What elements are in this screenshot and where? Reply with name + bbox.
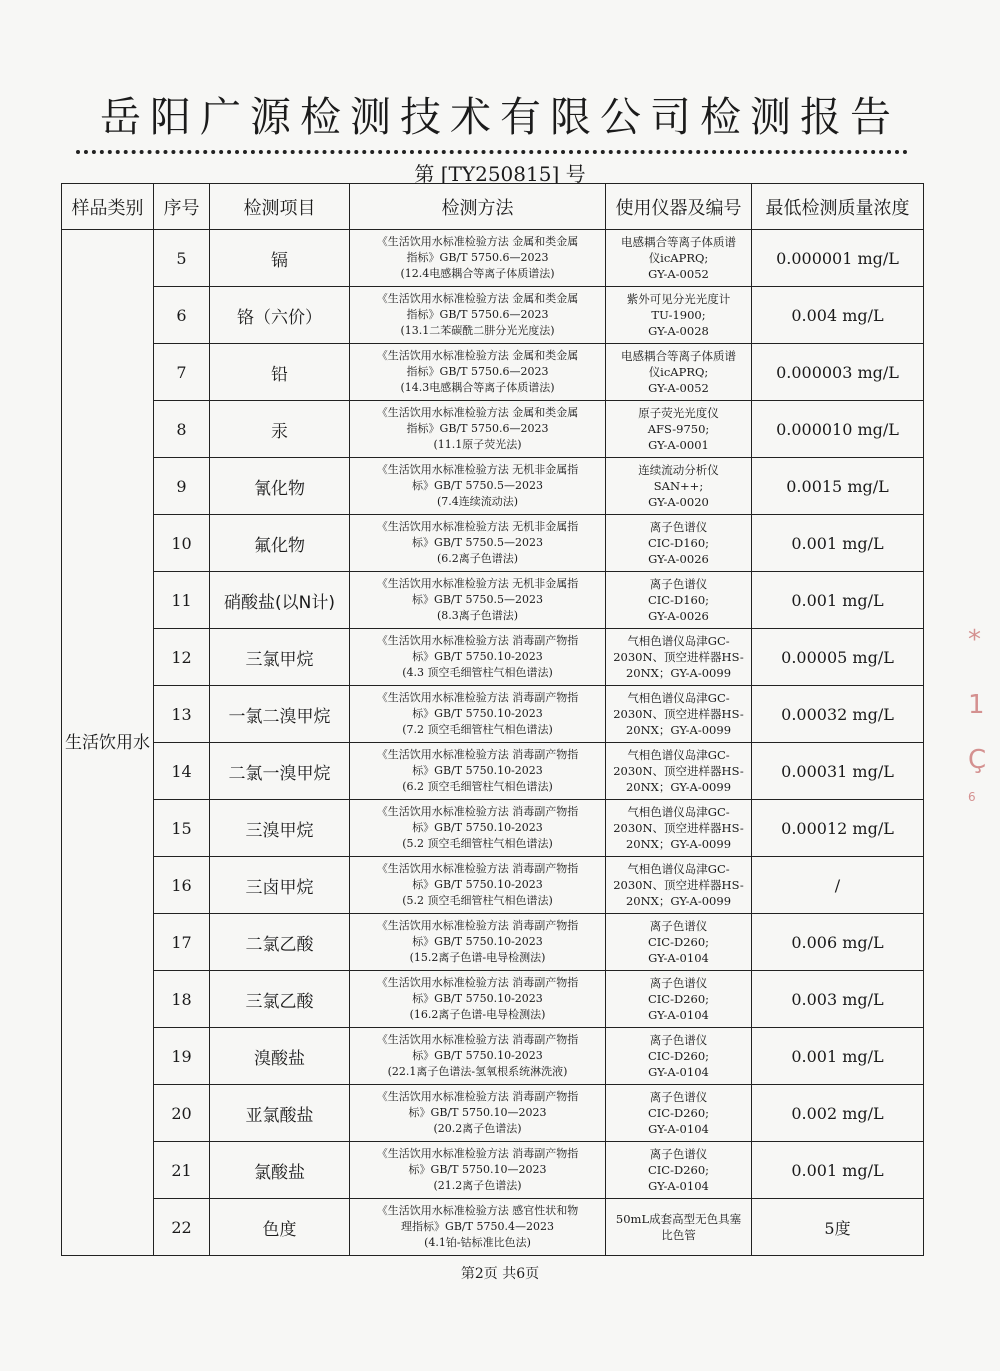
method-line: 标》GB/T 5750.5—2023 <box>412 536 543 549</box>
method-line: 指标》GB/T 5750.6—2023 <box>406 422 549 435</box>
method-line: 指标》GB/T 5750.6—2023 <box>406 365 549 378</box>
seq-cell: 14 <box>154 743 210 800</box>
seq-cell: 5 <box>154 230 210 287</box>
table-header-row <box>62 184 924 230</box>
method-cell <box>350 686 606 743</box>
method-line: 《生活饮用水标准检验方法 消毒副产物指 <box>376 919 579 932</box>
instrument-line: 仪icAPRQ; <box>648 251 709 265</box>
table-row <box>62 287 924 344</box>
method-line: 《生活饮用水标准检验方法 消毒副产物指 <box>376 748 579 761</box>
table-row <box>62 743 924 800</box>
table-row <box>62 686 924 743</box>
seq-cell: 9 <box>154 458 210 515</box>
method-line: 指标》GB/T 5750.6—2023 <box>406 251 549 264</box>
instrument-line: 20NX；GY-A-0099 <box>625 780 732 794</box>
method-cell <box>350 515 606 572</box>
margin-stamp-mark: Ҫ <box>968 745 987 775</box>
instrument-cell <box>606 971 752 1028</box>
method-line: 《生活饮用水标准检验方法 消毒副产物指 <box>376 1033 579 1046</box>
instrument-line: 离子色谱仪 <box>649 1147 708 1161</box>
method-line: 标》GB/T 5750.10-2023 <box>412 821 543 834</box>
limit-cell: 0.00031 mg/L <box>752 743 924 800</box>
item-cell: 三氯乙酸 <box>210 971 350 1028</box>
method-line: 《生活饮用水标准检验方法 无机非金属指 <box>376 520 579 533</box>
instrument-line: 电感耦合等离子体质谱 <box>621 235 736 249</box>
margin-stamp-mark: 1 <box>968 690 985 720</box>
instrument-line: 2030N、顶空进样器HS- <box>613 650 744 664</box>
limit-cell: 0.006 mg/L <box>752 914 924 971</box>
limit-cell: 0.001 mg/L <box>752 1142 924 1199</box>
instrument-cell <box>606 344 752 401</box>
report-title: 岳阳广源检测技术有限公司检测报告 <box>100 93 900 141</box>
method-cell <box>350 287 606 344</box>
limit-cell: 0.000001 mg/L <box>752 230 924 287</box>
item-cell: 三卤甲烷 <box>210 857 350 914</box>
method-line: 标》GB/T 5750.5—2023 <box>412 479 543 492</box>
method-line: (7.4连续流动法) <box>436 495 519 508</box>
instrument-line: 20NX；GY-A-0099 <box>625 894 732 908</box>
instrument-line: GY-A-0104 <box>648 1008 709 1022</box>
instrument-cell <box>606 1085 752 1142</box>
method-line: (5.2 顶空毛细管柱气相色谱法) <box>402 837 553 850</box>
table-row <box>62 914 924 971</box>
item-cell: 二氯一溴甲烷 <box>210 743 350 800</box>
instrument-cell <box>606 743 752 800</box>
method-cell <box>350 629 606 686</box>
instrument-line: 离子色谱仪 <box>649 1033 708 1047</box>
method-line: 《生活饮用水标准检验方法 金属和类金属 <box>376 292 579 305</box>
instrument-cell <box>606 857 752 914</box>
instrument-line: 气相色谱仪岛津GC- <box>627 634 730 648</box>
method-line: (6.2离子色谱法) <box>436 552 519 565</box>
instrument-line: CIC-D260; <box>647 1163 710 1177</box>
instrument-line: 50mL成套高型无色具塞 <box>615 1212 742 1226</box>
item-cell: 二氯乙酸 <box>210 914 350 971</box>
instrument-line: 2030N、顶空进样器HS- <box>613 821 744 835</box>
dotted-divider <box>76 150 908 154</box>
seq-cell: 10 <box>154 515 210 572</box>
instrument-line: 连续流动分析仪 <box>638 463 719 477</box>
instrument-line: 仪icAPRQ; <box>648 365 709 379</box>
limit-cell: 0.000003 mg/L <box>752 344 924 401</box>
method-line: 《生活饮用水标准检验方法 消毒副产物指 <box>376 1090 579 1103</box>
method-line: 《生活饮用水标准检验方法 金属和类金属 <box>376 235 579 248</box>
limit-cell: 0.003 mg/L <box>752 971 924 1028</box>
sample-category-cell: 生活饮用水 <box>62 230 154 1256</box>
seq-cell: 21 <box>154 1142 210 1199</box>
method-cell <box>350 230 606 287</box>
method-line: 标》GB/T 5750.10—2023 <box>408 1163 547 1176</box>
instrument-cell <box>606 686 752 743</box>
limit-cell: 0.0015 mg/L <box>752 458 924 515</box>
instrument-line: CIC-D260; <box>647 992 710 1006</box>
instrument-line: 2030N、顶空进样器HS- <box>613 878 744 892</box>
method-line: 标》GB/T 5750.5—2023 <box>412 593 543 606</box>
instrument-line: 气相色谱仪岛津GC- <box>627 691 730 705</box>
method-line: 《生活饮用水标准检验方法 消毒副产物指 <box>376 634 579 647</box>
seq-cell: 22 <box>154 1199 210 1256</box>
table-row <box>62 515 924 572</box>
seq-cell: 11 <box>154 572 210 629</box>
instrument-line: GY-A-0104 <box>648 1179 709 1193</box>
instrument-cell <box>606 800 752 857</box>
item-cell: 氯酸盐 <box>210 1142 350 1199</box>
limit-cell: 5度 <box>752 1199 924 1256</box>
table-row <box>62 401 924 458</box>
instrument-line: GY-A-0026 <box>648 552 709 566</box>
item-cell: 一氯二溴甲烷 <box>210 686 350 743</box>
instrument-line: CIC-D260; <box>647 935 710 949</box>
method-line: (22.1离子色谱法-氢氧根系统淋洗液) <box>387 1065 568 1078</box>
instrument-line: 离子色谱仪 <box>649 577 708 591</box>
method-line: 标》GB/T 5750.10-2023 <box>412 707 543 720</box>
limit-cell: 0.001 mg/L <box>752 1028 924 1085</box>
instrument-line: 气相色谱仪岛津GC- <box>627 805 730 819</box>
method-line: 《生活饮用水标准检验方法 消毒副产物指 <box>376 976 579 989</box>
method-line: (21.2离子色谱法) <box>433 1179 522 1192</box>
method-line: 标》GB/T 5750.10-2023 <box>412 650 543 663</box>
method-line: 《生活饮用水标准检验方法 消毒副产物指 <box>376 862 579 875</box>
instrument-cell <box>606 515 752 572</box>
method-cell <box>350 800 606 857</box>
instrument-cell <box>606 914 752 971</box>
item-cell: 亚氯酸盐 <box>210 1085 350 1142</box>
seq-cell: 20 <box>154 1085 210 1142</box>
item-cell: 氰化物 <box>210 458 350 515</box>
page-footer: 第2页 共6页 <box>460 1266 540 1282</box>
instrument-cell <box>606 1028 752 1085</box>
header-item: 检测项目 <box>210 184 350 230</box>
method-line: 《生活饮用水标准检验方法 金属和类金属 <box>376 349 579 362</box>
method-line: 《生活饮用水标准检验方法 无机非金属指 <box>376 577 579 590</box>
instrument-line: GY-A-0001 <box>648 438 709 452</box>
instrument-line: CIC-D160; <box>647 536 710 550</box>
table-row <box>62 857 924 914</box>
seq-cell: 16 <box>154 857 210 914</box>
limit-cell: / <box>752 857 924 914</box>
seq-cell: 19 <box>154 1028 210 1085</box>
instrument-line: 离子色谱仪 <box>649 520 708 534</box>
limit-cell: 0.00005 mg/L <box>752 629 924 686</box>
instrument-line: 离子色谱仪 <box>649 919 708 933</box>
method-line: 标》GB/T 5750.10—2023 <box>408 1106 547 1119</box>
table-body <box>62 230 924 1256</box>
instrument-cell <box>606 401 752 458</box>
method-line: 标》GB/T 5750.10-2023 <box>412 1049 543 1062</box>
instrument-line: GY-A-0028 <box>648 324 709 338</box>
instrument-line: GY-A-0052 <box>648 267 709 281</box>
seq-cell: 17 <box>154 914 210 971</box>
table-row <box>62 230 924 287</box>
table-row <box>62 971 924 1028</box>
instrument-line: CIC-D160; <box>647 593 710 607</box>
method-cell <box>350 458 606 515</box>
item-cell: 三氯甲烷 <box>210 629 350 686</box>
item-cell: 铅 <box>210 344 350 401</box>
instrument-line: 气相色谱仪岛津GC- <box>627 748 730 762</box>
results-table <box>61 183 924 1256</box>
method-line: (5.2 顶空毛细管柱气相色谱法) <box>402 894 553 907</box>
method-line: 指标》GB/T 5750.6—2023 <box>406 308 549 321</box>
instrument-line: CIC-D260; <box>647 1106 710 1120</box>
instrument-line: 紫外可见分光光度计 <box>626 292 731 306</box>
instrument-cell <box>606 230 752 287</box>
seq-cell: 8 <box>154 401 210 458</box>
instrument-line: GY-A-0104 <box>648 1122 709 1136</box>
method-line: (13.1二苯碳酰二肼分光光度法) <box>400 324 555 337</box>
method-cell <box>350 344 606 401</box>
method-line: 《生活饮用水标准检验方法 消毒副产物指 <box>376 1147 579 1160</box>
instrument-line: SAN++; <box>653 479 704 493</box>
method-line: (4.1铂-钴标准比色法) <box>424 1236 531 1249</box>
item-cell: 氟化物 <box>210 515 350 572</box>
instrument-line: 电感耦合等离子体质谱 <box>621 349 736 363</box>
instrument-line: TU-1900; <box>651 308 706 322</box>
method-cell <box>350 971 606 1028</box>
instrument-cell <box>606 458 752 515</box>
instrument-line: 20NX；GY-A-0099 <box>625 666 732 680</box>
instrument-line: 比色管 <box>661 1228 696 1242</box>
seq-cell: 12 <box>154 629 210 686</box>
instrument-cell <box>606 287 752 344</box>
method-line: (16.2离子色谱-电导检测法) <box>409 1008 546 1021</box>
method-line: (14.3电感耦合等离子体质谱法) <box>400 381 555 394</box>
method-line: (20.2离子色谱法) <box>433 1122 522 1135</box>
header-seq: 序号 <box>154 184 210 230</box>
method-line: (8.3离子色谱法) <box>436 609 519 622</box>
item-cell: 色度 <box>210 1199 350 1256</box>
instrument-line: 原子荧光光度仪 <box>638 406 719 420</box>
seq-cell: 6 <box>154 287 210 344</box>
header-instrument: 使用仪器及编号 <box>606 184 752 230</box>
limit-cell: 0.001 mg/L <box>752 515 924 572</box>
instrument-cell <box>606 572 752 629</box>
header-category: 样品类别 <box>62 184 154 230</box>
table-row <box>62 1142 924 1199</box>
table-row <box>62 572 924 629</box>
instrument-line: 20NX；GY-A-0099 <box>625 837 732 851</box>
item-cell: 铬（六价） <box>210 287 350 344</box>
limit-cell: 0.002 mg/L <box>752 1085 924 1142</box>
instrument-cell <box>606 1199 752 1256</box>
method-line: 《生活饮用水标准检验方法 无机非金属指 <box>376 463 579 476</box>
seq-cell: 18 <box>154 971 210 1028</box>
method-cell <box>350 1199 606 1256</box>
instrument-line: GY-A-0052 <box>648 381 709 395</box>
limit-cell: 0.004 mg/L <box>752 287 924 344</box>
item-cell: 三溴甲烷 <box>210 800 350 857</box>
method-cell <box>350 1028 606 1085</box>
method-line: (4.3 顶空毛细管柱气相色谱法) <box>402 666 553 679</box>
method-line: (11.1原子荧光法) <box>433 438 522 451</box>
method-line: 《生活饮用水标准检验方法 感官性状和物 <box>376 1204 579 1217</box>
method-line: 标》GB/T 5750.10-2023 <box>412 764 543 777</box>
item-cell: 镉 <box>210 230 350 287</box>
method-line: 理指标》GB/T 5750.4—2023 <box>401 1220 554 1233</box>
instrument-line: 2030N、顶空进样器HS- <box>613 764 744 778</box>
limit-cell: 0.000010 mg/L <box>752 401 924 458</box>
method-line: 《生活饮用水标准检验方法 金属和类金属 <box>376 406 579 419</box>
method-cell <box>350 857 606 914</box>
table-row <box>62 1028 924 1085</box>
instrument-line: 离子色谱仪 <box>649 976 708 990</box>
item-cell: 汞 <box>210 401 350 458</box>
seq-cell: 15 <box>154 800 210 857</box>
method-line: (12.4电感耦合等离子体质谱法) <box>400 267 555 280</box>
method-line: 标》GB/T 5750.10-2023 <box>412 878 543 891</box>
method-cell <box>350 572 606 629</box>
method-cell <box>350 743 606 800</box>
instrument-line: 2030N、顶空进样器HS- <box>613 707 744 721</box>
table-row <box>62 800 924 857</box>
method-cell <box>350 914 606 971</box>
header-method: 检测方法 <box>350 184 606 230</box>
instrument-line: GY-A-0020 <box>648 495 709 509</box>
header-limit: 最低检测质量浓度 <box>752 184 924 230</box>
margin-stamp-mark: 6 <box>968 790 976 804</box>
seq-cell: 7 <box>154 344 210 401</box>
limit-cell: 0.001 mg/L <box>752 572 924 629</box>
instrument-cell <box>606 629 752 686</box>
method-line: (7.2 顶空毛细管柱气相色谱法) <box>402 723 553 736</box>
instrument-line: 离子色谱仪 <box>649 1090 708 1104</box>
item-cell: 溴酸盐 <box>210 1028 350 1085</box>
method-cell <box>350 401 606 458</box>
instrument-line: GY-A-0104 <box>648 951 709 965</box>
seq-cell: 13 <box>154 686 210 743</box>
margin-stamp-mark: * <box>968 625 981 655</box>
table-row <box>62 1199 924 1256</box>
instrument-line: 气相色谱仪岛津GC- <box>627 862 730 876</box>
method-line: (15.2离子色谱-电导检测法) <box>409 951 546 964</box>
table-row <box>62 1085 924 1142</box>
table-row <box>62 629 924 686</box>
method-line: 标》GB/T 5750.10-2023 <box>412 935 543 948</box>
method-line: 《生活饮用水标准检验方法 消毒副产物指 <box>376 691 579 704</box>
report-number: 第 [TY250815] 号 <box>414 162 586 186</box>
instrument-line: 20NX；GY-A-0099 <box>625 723 732 737</box>
method-line: 标》GB/T 5750.10-2023 <box>412 992 543 1005</box>
limit-cell: 0.00012 mg/L <box>752 800 924 857</box>
limit-cell: 0.00032 mg/L <box>752 686 924 743</box>
table-row <box>62 458 924 515</box>
item-cell: 硝酸盐(以N计) <box>210 572 350 629</box>
method-cell <box>350 1085 606 1142</box>
method-cell <box>350 1142 606 1199</box>
instrument-line: AFS-9750; <box>647 422 710 436</box>
instrument-cell <box>606 1142 752 1199</box>
instrument-line: CIC-D260; <box>647 1049 710 1063</box>
method-line: (6.2 顶空毛细管柱气相色谱法) <box>402 780 553 793</box>
instrument-line: GY-A-0104 <box>648 1065 709 1079</box>
method-line: 《生活饮用水标准检验方法 消毒副产物指 <box>376 805 579 818</box>
table-row <box>62 344 924 401</box>
instrument-line: GY-A-0026 <box>648 609 709 623</box>
